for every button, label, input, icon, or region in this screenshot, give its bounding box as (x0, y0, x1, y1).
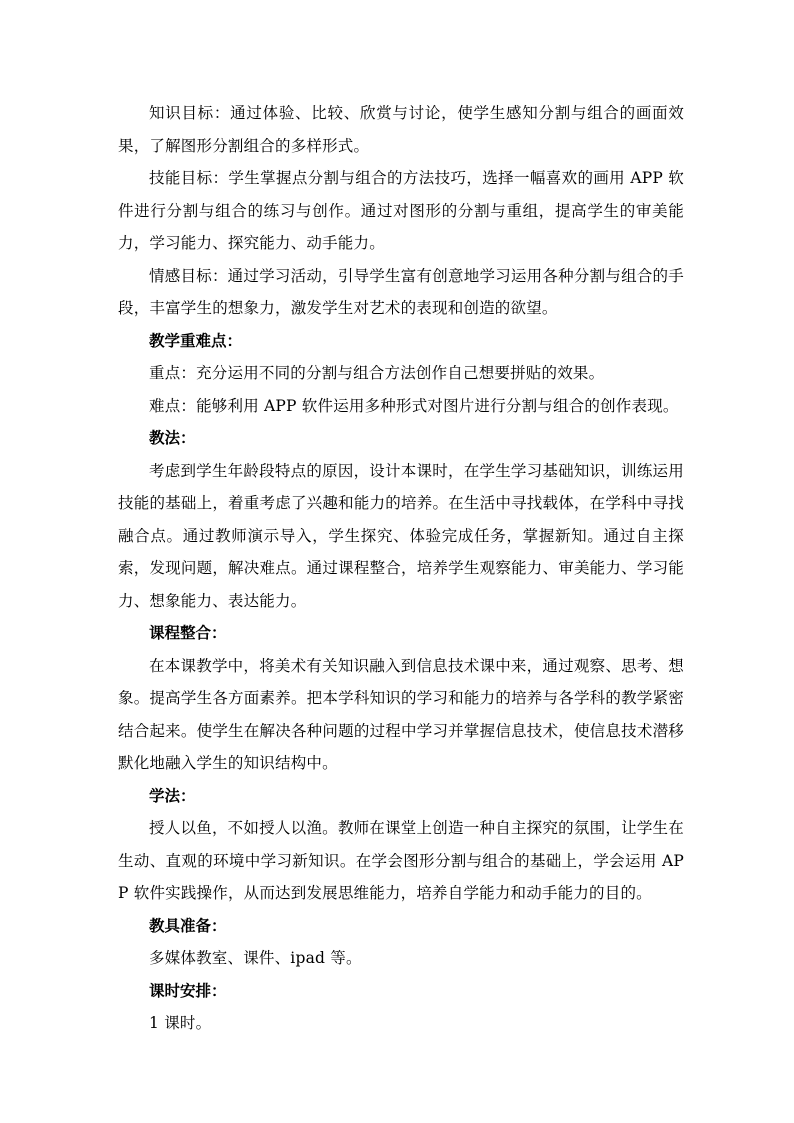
materials-heading: 教具准备： (149, 916, 227, 935)
course-integration-paragraph: 在本课教学中，将美术有关知识融入到信息技术课中来，通过观察、思考、想象。提高学生各方面素养。把本学科知识的学习和能力的培养与各学科的教学紧密结合起来。使学生在解决各种问题的过程中学习并掌握信息技术，使信息技术潜移默化地融入学生的知识结构中。 (118, 656, 684, 772)
materials-paragraph: 多媒体教室、课件、ipad 等。 (149, 949, 362, 967)
learning-method-heading: 学法： (149, 786, 196, 805)
emotion-goal-paragraph: 情感目标：通过学习活动，引导学生富有创意地学习运用各种分割与组合的手段，丰富学生的想象力，激发学生对艺术的表现和创造的欲望。 (118, 266, 684, 317)
teaching-method-paragraph: 考虑到学生年龄段特点的原因，设计本课时，在学生学习基础知识，训练运用技能的基础上，着重考虑了兴趣和能力的培养。在生活中寻找载体，在学科中寻找融合点。通过教师演示导入，学生探究、体验完成任务，掌握新知。通过自主探索，发现问题，解决难点。通过课程整合，培养学生观察能力、审美能力、学习能力、想象能力、表达能力。 (118, 461, 684, 610)
course-integration-heading: 课程整合： (149, 624, 227, 642)
learning-method-paragraph: 授人以鱼，不如授人以渔。教师在课堂上创造一种自主探究的氛围，让学生在生动、直观的环境中学习新知识。在学会图形分割与组合的基础上，学会运用 APP 软件实践操作，从而达到发展思维能力，培养自学能力和动手能力的目的。 (118, 819, 684, 902)
focus-paragraph: 重点：充分运用不同的分割与组合方法创作自己想要拼贴的效果。 (149, 364, 605, 382)
teaching-method-heading: 教法： (149, 429, 196, 447)
schedule-paragraph: 1 课时。 (149, 1014, 212, 1032)
skill-goal-paragraph: 技能目标：学生掌握点分割与组合的方法技巧，选择一幅喜欢的画用 APP 软件进行分割与组合的练习与创作。通过对图形的分割与重组，提高学生的审美能力，学习能力、探究能力、动手能力。 (118, 169, 684, 252)
key-points-heading: 教学重难点： (149, 331, 243, 350)
schedule-heading: 课时安排： (149, 981, 227, 1000)
knowledge-goal-paragraph: 知识目标：通过体验、比较、欣赏与讨论，使学生感知分割与组合的画面效果，了解图形分割组合的多样形式。 (118, 104, 684, 155)
difficulty-paragraph: 难点：能够利用 APP 软件运用多种形式对图片进行分割与组合的创作表现。 (149, 396, 679, 415)
